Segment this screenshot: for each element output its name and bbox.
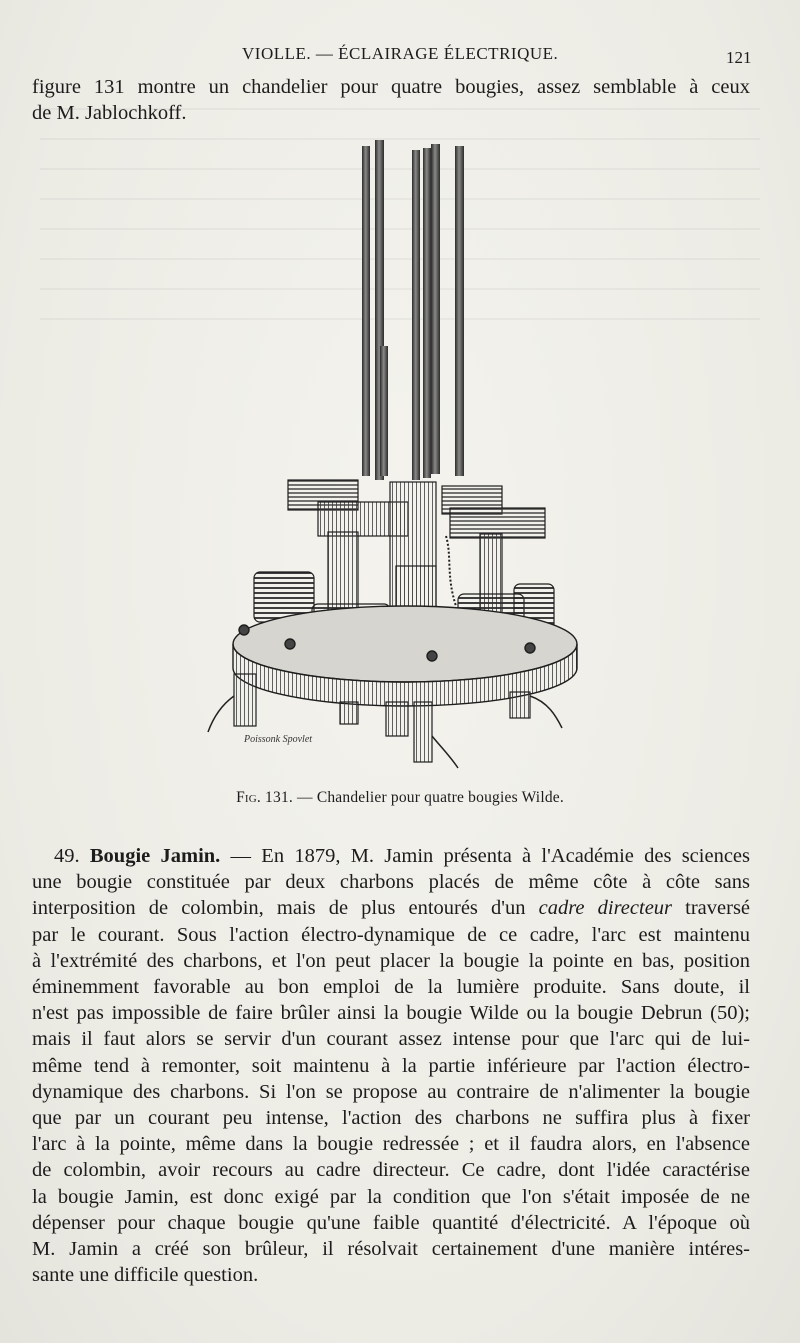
running-head bbox=[0, 44, 800, 68]
text-line: à l'extrémité des charbons, et l'on peut placer la bougie la pointe en bas, position bbox=[32, 949, 750, 972]
figure-caption bbox=[0, 789, 800, 807]
text-line: la bougie Jamin, est donc exigé par la condition que l'on s'était imposée de ne bbox=[32, 1185, 750, 1208]
text-line: l'arc à la pointe, même dans la bougie redressée ; et il faudra alors, en l'absence bbox=[32, 1133, 750, 1156]
engraver-signature: Poissonk Spovlet bbox=[244, 734, 313, 745]
text-line: que par un courant peu intense, l'action des charbons ne suffira plus à fixer bbox=[32, 1107, 750, 1130]
section-number: 49. bbox=[54, 845, 80, 867]
text-line: même tend à remonter, soit maintenu à la partie inférieure par l'action électro- bbox=[32, 1054, 750, 1077]
section-49-paragraph bbox=[32, 843, 750, 1288]
chandelier-engraving bbox=[200, 136, 590, 776]
carbon-rods bbox=[362, 140, 464, 480]
text-line bbox=[32, 843, 750, 869]
page-number: 121 bbox=[726, 48, 752, 67]
section-lead: — En 1879, M. Jamin présenta à l'Académie des sciences bbox=[230, 845, 751, 867]
text-fragment: traversé bbox=[685, 897, 751, 920]
text-line: de colombin, avoir recours au cadre directeur. Ce cadre, dont l'idée caractérise bbox=[32, 1159, 750, 1182]
text-line: par le courant. Sous l'action électro-dynamique de ce cadre, l'arc est maintenu bbox=[32, 923, 750, 946]
text-line: une bougie constituée par deux charbons placés de même côte à côte sans bbox=[32, 871, 750, 894]
text-line: n'est pas impossible de faire brûler ainsi la bougie Wilde ou la bougie Debrun (50); bbox=[32, 1002, 750, 1025]
figure-caption-text: — Chandelier pour quatre bougies Wilde. bbox=[297, 789, 564, 806]
text-line: dynamique des charbons. Si l'on se propose au contraire de n'alimenter la bougie bbox=[32, 1080, 750, 1103]
text-line: dépenser pour chaque bougie qu'une faible quantité d'électricité. A l'époque où bbox=[32, 1211, 750, 1234]
base-disc bbox=[233, 606, 577, 706]
text-line: M. Jamin a créé son brûleur, il résolvait certainement d'une manière intéres- bbox=[32, 1238, 750, 1261]
section-heading: Bougie Jamin. bbox=[89, 845, 221, 867]
text-line: figure 131 montre un chandelier pour quatre bougies, assez semblable à ceux bbox=[32, 76, 750, 98]
italic-term: cadre directeur bbox=[538, 897, 673, 920]
text-line bbox=[32, 895, 750, 921]
intro-paragraph bbox=[32, 74, 750, 126]
text-line: de M. Jablochkoff. bbox=[32, 102, 187, 125]
running-title: VIOLLE. — ÉCLAIRAGE ÉLECTRIQUE. bbox=[242, 44, 559, 63]
text-line: éminemment favorable au bon emploi de la lumière produite. Sans doute, il bbox=[32, 976, 750, 999]
figure-label: Fig. 131. bbox=[236, 789, 293, 806]
text-line: mais il faut alors se servir d'un courant assez intense pour que l'arc qui de lui- bbox=[32, 1028, 750, 1051]
chandelier-illustration bbox=[200, 136, 590, 776]
text-fragment: interposition de colombin, mais de plus entourés d'un bbox=[32, 897, 526, 920]
text-line: sante une difficile question. bbox=[32, 1264, 259, 1287]
